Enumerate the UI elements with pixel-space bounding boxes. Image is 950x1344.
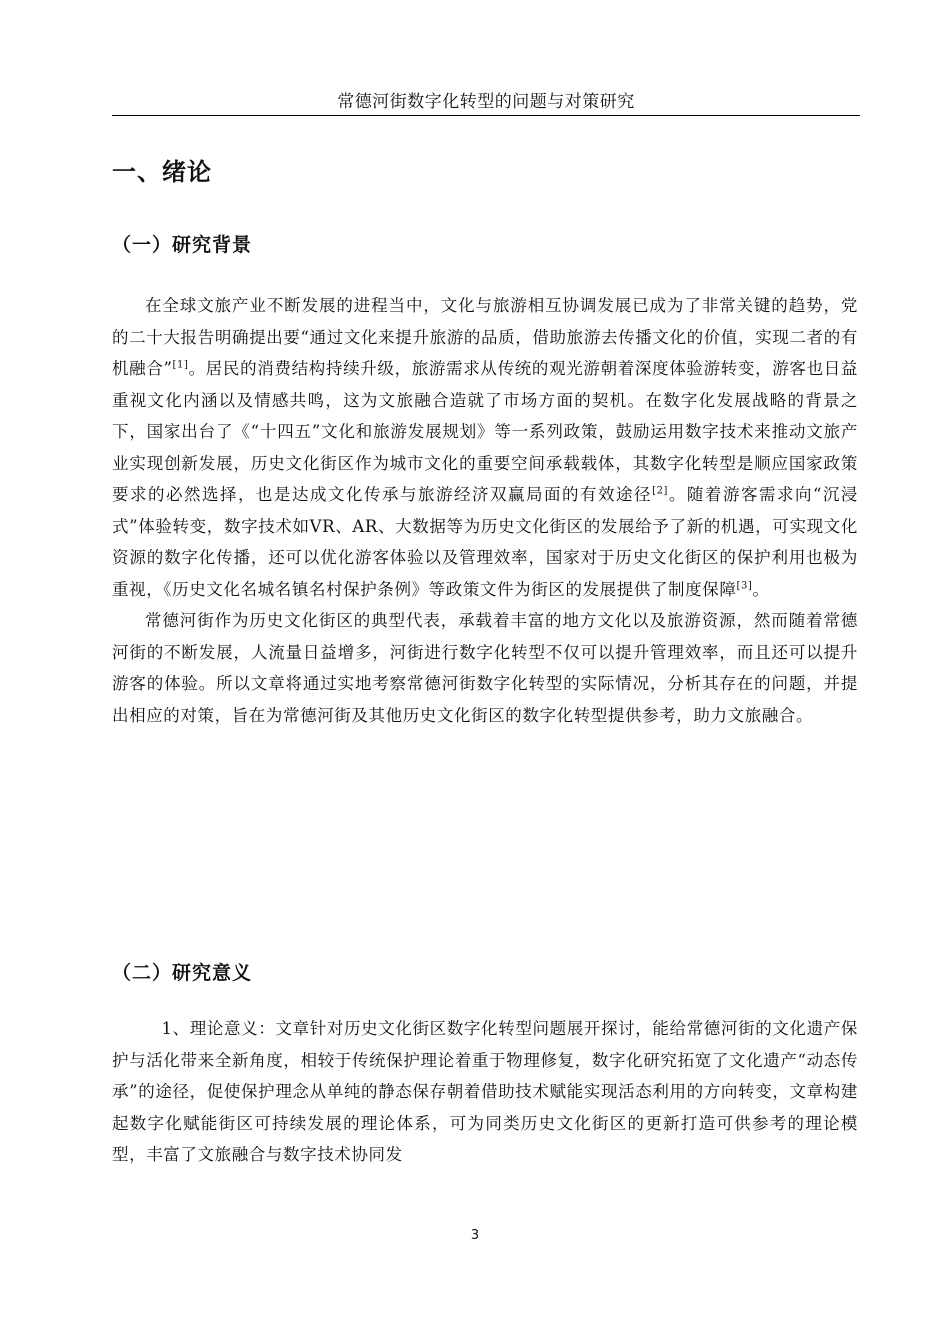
- section-significance-body: [112, 1013, 858, 1171]
- paragraph: [112, 290, 858, 605]
- citation-ref: [2]: [652, 485, 669, 497]
- section-title-significance: （二）研究意义: [112, 962, 253, 984]
- section-background-body: [112, 290, 858, 731]
- text-run: 。: [752, 579, 770, 599]
- running-header: 常德河街数字化转型的问题与对策研究: [337, 92, 635, 112]
- page-number: 3: [470, 1228, 480, 1243]
- section-title-background: （一）研究背景: [112, 234, 253, 256]
- text-run: 。居民的消费结构持续升级，旅游需求从传统的观光游朝着深度体验游转变，游客也日益重视文化内涵以及情感共鸣，这为文旅融合造就了市场方面的契机。在数字化发展战略的背景之下，国家出台了《“十四五”文化和旅游发展规划》等一系列政策，鼓励运用数字技术来推动文旅产业实现创新发展，历史文化街区作为城市文化的重要空间承载载体，其数字化转型是顺应国家政策要求的必然选择，也是达成文化传承与旅游经济双赢局面的有效途径: [112, 359, 858, 504]
- paragraph: 1、理论意义：文章针对历史文化街区数字化转型问题展开探讨，能给常德河街的文化遗产保护与活化带来全新角度，相较于传统保护理论着重于物理修复，数字化研究拓宽了文化遗产“动态传承”的途径，促使保护理念从单纯的静态保存朝着借助技术赋能实现活态利用的方向转变，文章构建起数字化赋能街区可持续发展的理论体系，可为同类历史文化街区的更新打造可供参考的理论模型，丰富了文旅融合与数字技术协同发: [112, 1019, 858, 1164]
- chapter-title: 一、绪论: [112, 158, 212, 186]
- header-rule: [112, 115, 860, 116]
- text-run: 。随着游客需求向“沉浸式”体验转变，数字技术如VR、AR、大数据等为历史文化街区的发展给予了新的机遇，可实现文化资源的数字化传播，还可以优化游客体验以及管理效率，国家对于历史文化街区的保护利用也极为重视，《历史文化名城名镇名村保护条例》等政策文件为街区的发展提供了制度保障: [112, 485, 858, 599]
- citation-ref: [1]: [172, 359, 189, 371]
- paragraph: 常德河街作为历史文化街区的典型代表，承载着丰富的地方文化以及旅游资源，然而随着常德河街的不断发展，人流量日益增多，河街进行数字化转型不仅可以提升管理效率，而且还可以提升游客的体验。所以文章将通过实地考察常德河街数字化转型的实际情况，分析其存在的问题，并提出相应的对策，旨在为常德河街及其他历史文化街区的数字化转型提供参考，助力文旅融合。: [112, 611, 858, 725]
- citation-ref: [3]: [736, 580, 753, 591]
- text-run: 在全球文旅产业不断发展的进程当中，文化与旅游相互协调发展已成为了非常关键的趋势，党的二十大报告明确提出要“通过文化来提升旅游的品质，借助旅游去传播文化的价值，实现二者的有机融合”: [112, 296, 858, 378]
